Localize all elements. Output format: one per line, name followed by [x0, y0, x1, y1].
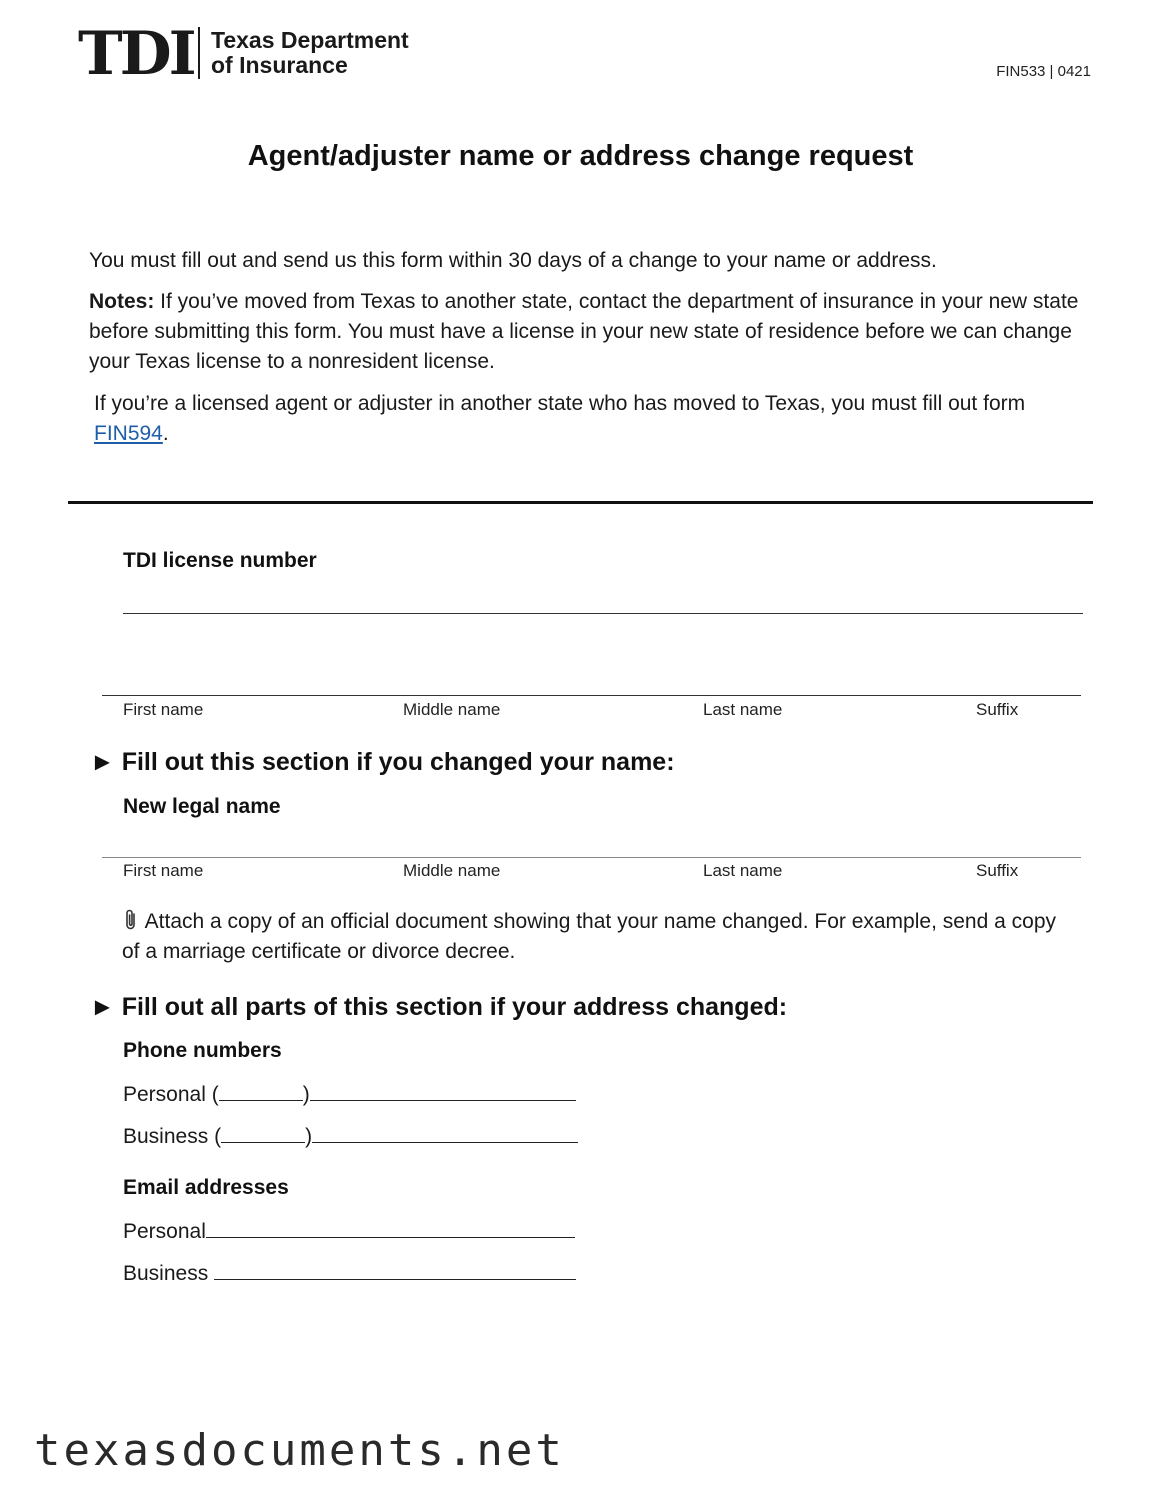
logo-line-2: of Insurance	[211, 52, 348, 78]
personal-phone-row: Personal ( )	[123, 1078, 576, 1110]
current-last-name-label: Last name	[703, 700, 783, 719]
new-first-name-label: First name	[123, 861, 204, 880]
nonresident-paragraph	[94, 389, 1084, 449]
current-suffix-label: Suffix	[976, 700, 1019, 719]
business-phone-number[interactable]	[312, 1120, 578, 1143]
personal-phone-area-code[interactable]	[219, 1078, 303, 1101]
watermark: texasdocuments.net	[34, 1425, 565, 1476]
document-title: Agent/adjuster name or address change request	[247, 140, 914, 172]
new-middle-name-label: Middle name	[403, 861, 501, 880]
email-addresses-heading: Email addresses	[123, 1176, 289, 1199]
license-number-label: TDI license number	[123, 549, 317, 572]
notes-text: If you’ve moved from Texas to another state, contact the department of insurance in your new state before submitting this form. You must have a license in your new state of residence before we can change your Texas license to a nonresident license.	[89, 290, 1079, 373]
notes-paragraph	[89, 287, 1089, 377]
name-change-heading: ► Fill out this section if you changed your name:	[90, 748, 675, 776]
personal-phone-number[interactable]	[310, 1078, 576, 1101]
personal-email-field[interactable]	[206, 1215, 575, 1238]
new-suffix-label: Suffix	[976, 861, 1019, 880]
intro-paragraph: You must fill out and send us this form within 30 days of a change to your name or address.	[89, 249, 937, 272]
attach-note-text: Attach a copy of an official document showing that your name changed. For example, send a copy of a marriage certificate or divorce decree.	[122, 910, 1056, 963]
section-divider	[68, 501, 1093, 504]
business-phone-row: Business ( )	[123, 1120, 578, 1152]
business-email-row	[123, 1257, 576, 1289]
new-name-field-line[interactable]	[102, 857, 1081, 858]
logo-line-1: Texas Department	[211, 27, 409, 53]
logo-divider	[198, 27, 200, 79]
personal-email-row	[123, 1215, 575, 1247]
phone-numbers-heading: Phone numbers	[123, 1039, 282, 1062]
new-last-name-label: Last name	[703, 861, 783, 880]
license-number-field[interactable]	[123, 613, 1083, 614]
new-legal-name-label: New legal name	[123, 795, 281, 818]
business-email-label: Business	[123, 1262, 209, 1285]
form-id: FIN533 | 0421	[996, 63, 1091, 80]
tdi-logo-mark: TDI	[78, 19, 194, 89]
current-name-field-line[interactable]	[102, 695, 1081, 696]
nonresident-text: If you’re a licensed agent or adjuster in another state who has moved to Texas, you must fill out form	[94, 392, 1026, 415]
business-phone-area-code[interactable]	[221, 1120, 305, 1143]
current-middle-name-label: Middle name	[403, 700, 501, 719]
fin594-link[interactable]: FIN594	[94, 422, 163, 445]
tdi-logo-text	[211, 28, 409, 78]
notes-label: Notes:	[89, 290, 155, 313]
paperclip-icon	[122, 908, 140, 932]
nonresident-end: .	[162, 422, 169, 445]
personal-email-label: Personal	[123, 1220, 206, 1243]
attach-document-note	[122, 907, 1072, 967]
current-first-name-label: First name	[123, 700, 204, 719]
business-phone-label: Business	[123, 1125, 209, 1148]
business-email-field[interactable]	[214, 1257, 576, 1280]
address-change-heading: ► Fill out all parts of this section if your address changed:	[90, 993, 788, 1021]
personal-phone-label: Personal	[123, 1083, 206, 1106]
